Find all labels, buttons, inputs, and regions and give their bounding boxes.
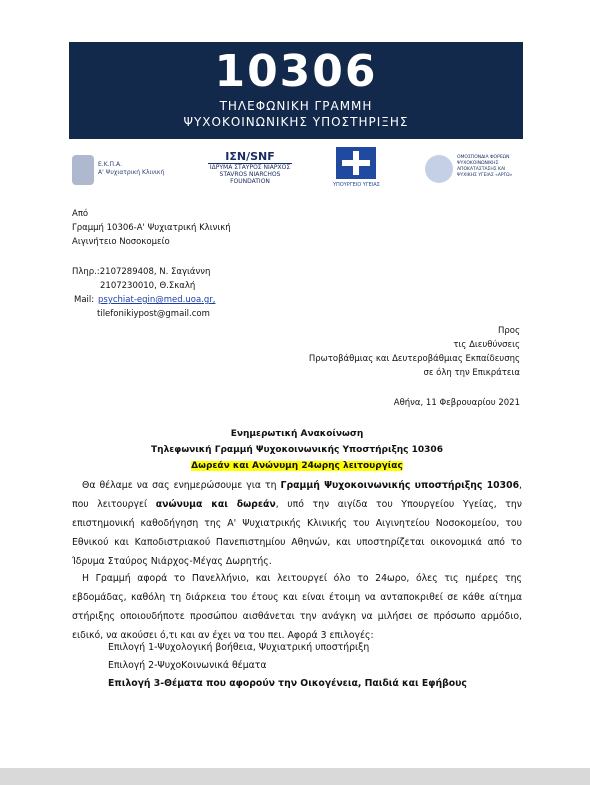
sender-line-2: Αιγινήτειο Νοσοκομείο: [72, 237, 170, 247]
health-cross-icon: [336, 147, 376, 179]
recipient-line-1: τις Διευθύνσεις: [453, 340, 520, 350]
sender-line-1: Γραμμή 10306-Α' Ψυχιατρική Κλινική: [72, 223, 231, 233]
p1-text-bold-service: Γραμμή Ψυχοκοινωνικής υποστήριξης 10306: [280, 480, 520, 491]
email-2: tilefonikiypost@gmail.com: [97, 309, 210, 319]
paragraph-1: [72, 476, 522, 571]
page-gutter: [0, 768, 590, 785]
argo-emblem-icon: [425, 155, 453, 183]
ministry-label: ΥΠΟΥΡΓΕΙΟ ΥΓΕΙΑΣ: [333, 182, 380, 188]
mail-label: Mail:: [74, 295, 95, 305]
sender-phone-2: 2107230010, Θ.Σκαλή: [100, 281, 196, 291]
header-banner: [69, 42, 523, 139]
snf-text-2: STAVROS NIARCHOS: [219, 171, 281, 178]
p1-text-a: Θα θέλαμε να σας ενημερώσουμε για τη: [82, 480, 281, 491]
recipient-line-3: σε όλη την Επικράτεια: [423, 368, 520, 378]
ekpa-emblem-icon: [72, 155, 94, 185]
option-3: Επιλογή 3-Θέματα που αφορούν την Οικογένεια, Παιδιά και Εφήβους: [108, 678, 467, 689]
free-anonymous-highlight: [72, 460, 522, 472]
snf-text-1: ΙΔΡΥΜΑ ΣΤΑΥΡΟΣ ΝΙΑΡΧΟΣ: [209, 164, 291, 171]
ekpa-logo-text-2: Α' Ψυχιατρική Κλινική: [98, 169, 165, 176]
ministry-of-health-logo: [333, 147, 379, 192]
hotline-number: 10306: [214, 46, 378, 97]
option-2: Επιλογή 2-ΨυχοΚοινωνικά θέματα: [108, 660, 267, 671]
p1-text-bold-free: ανώνυμα και δωρεάν: [155, 499, 276, 510]
snf-text-3: FOUNDATION: [230, 178, 270, 185]
snf-logo: [208, 150, 292, 190]
banner-subtitle-1: ΤΗΛΕΦΩΝΙΚΗ ΓΡΑΜΜΗ: [219, 99, 373, 113]
recipient-to: Προς: [498, 326, 520, 336]
sender-phone-1: Πληρ.:2107289408, Ν. Σαγιάννη: [72, 267, 211, 277]
announcement-title: Ενημερωτική Ανακοίνωση: [230, 429, 364, 439]
argo-logo-text: ΟΜΟΣΠΟΝΔΙΑ ΦΟΡΕΩΝ ΨΥΧΟΚΟΙΝΩΝΙΚΗΣ ΑΠΟΚΑΤΑΣΤΑΣΗΣ ΚΑΙ ΨΥΧΙΚΗΣ ΥΓΕΙΑΣ «ΑΡΓΩ»: [457, 155, 513, 178]
ekpa-logo: [72, 155, 165, 191]
document-date: Αθήνα, 11 Φεβρουαρίου 2021: [393, 398, 520, 408]
recipient-line-2: Πρωτοβάθμιας και Δευτεροβάθμιας Εκπαίδευσης: [308, 354, 520, 364]
paragraph-2: Η Γραμμή αφορά το Πανελλήνιο, και λειτουργεί όλο το 24ωρο, όλες τις ημέρες της εβδομάδας, καθόλη τη διάρκεια του έτους και είναι έτοιμη να ανταποκριθεί σε κάθε αίτημα στήριξης οποιουδήποτε προσώπου αισθάνεται την ανάγκη να μιλήσει σε πρόσωπο αρμόδιο, ειδικό, να ακούσει ό,τι και αν έχει να του πει. Αφορά 3 επιλογές:: [72, 573, 522, 641]
ekpa-logo-text-1: Ε.Κ.Π.Α.: [98, 161, 122, 168]
p1-text-e: , υπό την αιγίδα του Υπουργείου Υγείας, την επιστημονική καθοδήγηση της Α' Ψυχιατρικής Κλινικής του Αιγινητείου Νοσοκομείου, του Εθνικού και Καποδιστριακού Πανεπιστημίου Αθηνών, και υποστηρίζεται οικονομικά από το Ίδρυμα Σταύρος Νιάρχος-Μέγας Δωρητής.: [72, 499, 522, 567]
sender-from: Από: [72, 209, 89, 219]
argo-logo: [425, 153, 525, 189]
p1-text-c: , που λειτουργεί: [72, 480, 523, 510]
highlight-text: Δωρεάν και Ανώνυμη 24ωρης λειτουργίας: [191, 461, 403, 471]
banner-subtitle-2: ΨΥΧΟΚΟΙΝΩΝΙΚΗΣ ΥΠΟΣΤΗΡΙΞΗΣ: [183, 115, 409, 129]
email-link-1[interactable]: psychiat-egin@med.uoa.gr,: [98, 295, 216, 305]
option-1: Επιλογή 1-Ψυχολογική βοήθεια, Ψυχιατρική υποστήριξη: [108, 642, 370, 653]
announcement-subtitle: Τηλεφωνική Γραμμή Ψυχοκοινωνικής Υποστήριξης 10306: [151, 445, 443, 455]
snf-mark: ΙΣΝ/SNF: [208, 150, 292, 164]
